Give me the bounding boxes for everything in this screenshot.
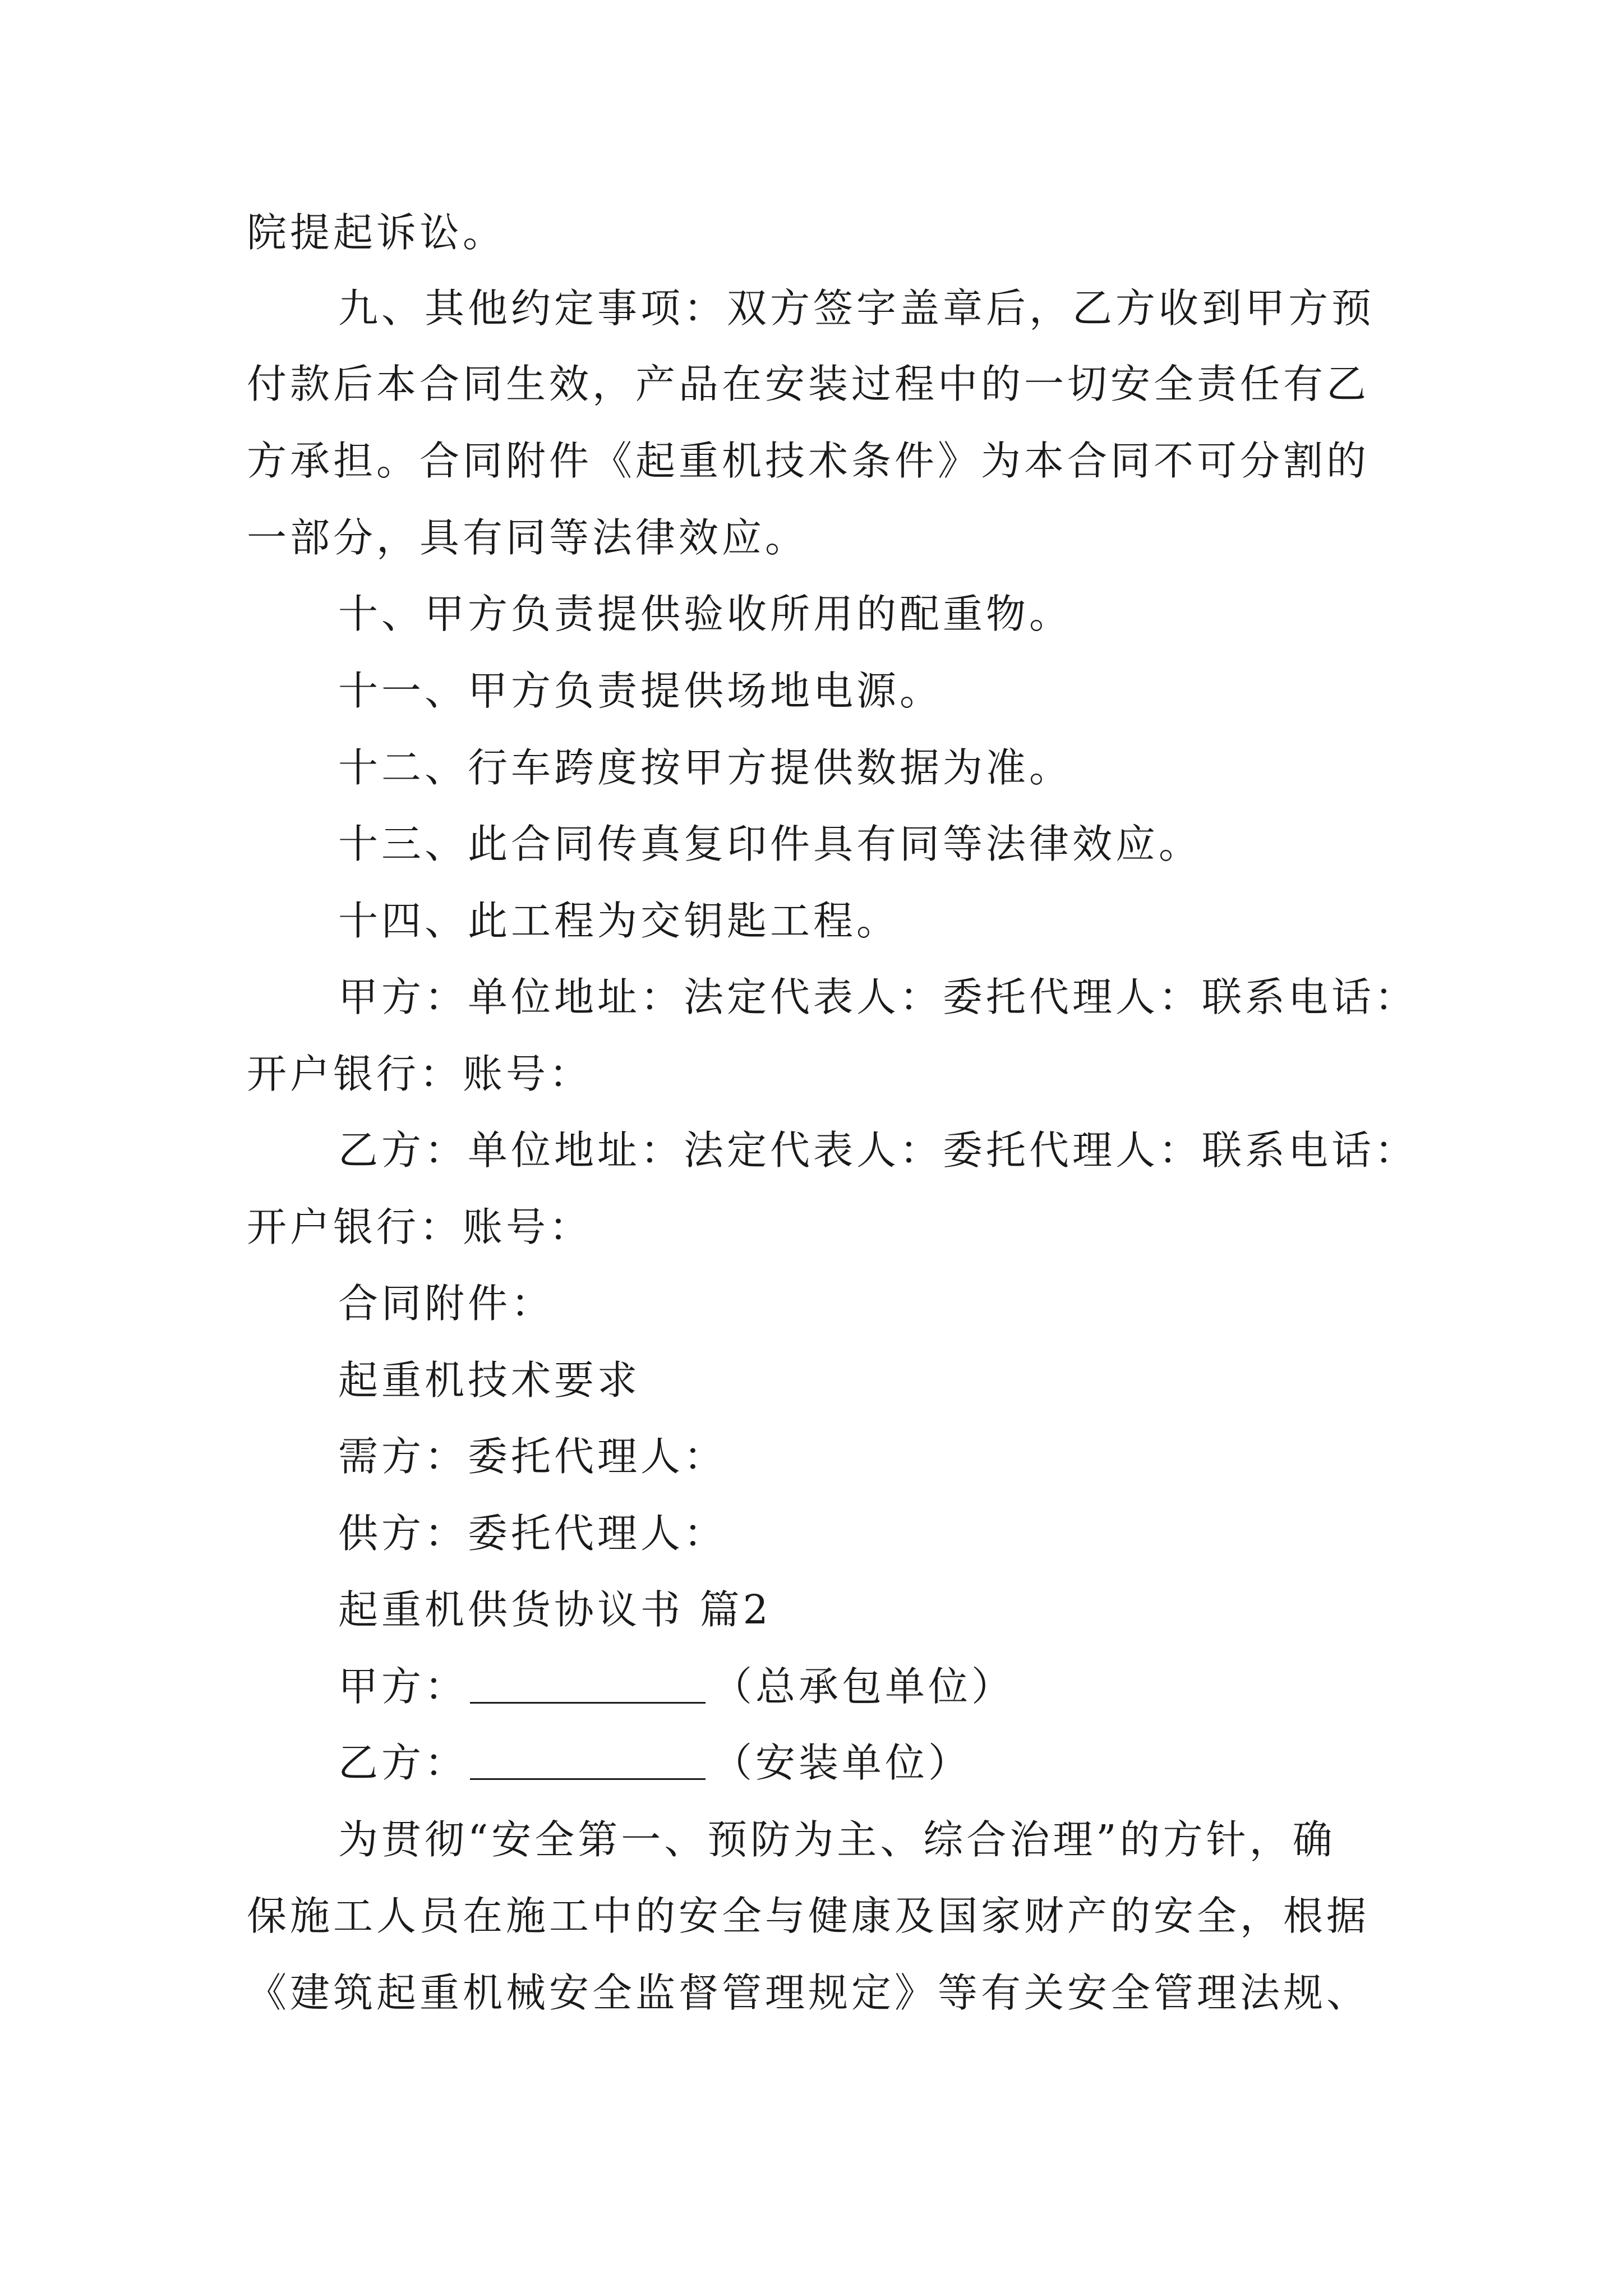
text-line: 开户银行：账号： (247, 1051, 593, 1097)
text-line: 供方：委托代理人： (338, 1510, 727, 1557)
party-b-label: 乙方： (338, 1740, 468, 1786)
text-line: 甲方：单位地址：法定代表人：委托代理人：联系电话： (338, 974, 1418, 1020)
party-b-line (338, 1735, 1482, 1791)
text-line: 十二、行车跨度按甲方提供数据为准。 (338, 744, 1073, 791)
text-line: 保施工人员在施工中的安全与健康及国家财产的安全，根据 (247, 1893, 1370, 1939)
text-line: 九、其他约定事项：双方签字盖章后，乙方收到甲方预 (338, 285, 1375, 332)
party-a-blank (470, 1662, 706, 1704)
text-line: 合同附件： (338, 1280, 555, 1327)
text-line: 《建筑起重机械安全监督管理规定》等有关安全管理法规、 (247, 1970, 1370, 2016)
text-line: 十三、此合同传真复印件具有同等法律效应。 (338, 821, 1202, 867)
text-line: 十四、此工程为交钥匙工程。 (338, 898, 900, 944)
section-heading: 起重机供货协议书 篇2 (338, 1586, 772, 1633)
text-line: 开户银行：账号： (247, 1204, 593, 1250)
text-line: 为贯彻“安全第一、预防为主、综合治理”的方针，确 (338, 1816, 1336, 1863)
text-line: 方承担。合同附件《起重机技术条件》为本合同不可分割的 (247, 438, 1370, 484)
text-line: 十、甲方负责提供验收所用的配重物。 (338, 591, 1073, 637)
party-a-line (338, 1659, 1482, 1715)
text-line: 一部分，具有同等法律效应。 (247, 514, 809, 561)
text-line: 付款后本合同生效，产品在安装过程中的一切安全责任有乙 (247, 361, 1370, 407)
text-line: 十一、甲方负责提供场地电源。 (338, 668, 943, 714)
text-line: 院提起诉讼。 (247, 209, 506, 256)
party-a-label: 甲方： (338, 1663, 468, 1710)
party-b-note: （安装单位） (712, 1740, 972, 1786)
text-line: 需方：委托代理人： (338, 1433, 727, 1480)
party-b-blank (470, 1738, 706, 1780)
text-line: 乙方：单位地址：法定代表人：委托代理人：联系电话： (338, 1127, 1418, 1174)
text-line: 起重机技术要求 (338, 1357, 641, 1404)
party-a-note: （总承包单位） (712, 1663, 1015, 1710)
